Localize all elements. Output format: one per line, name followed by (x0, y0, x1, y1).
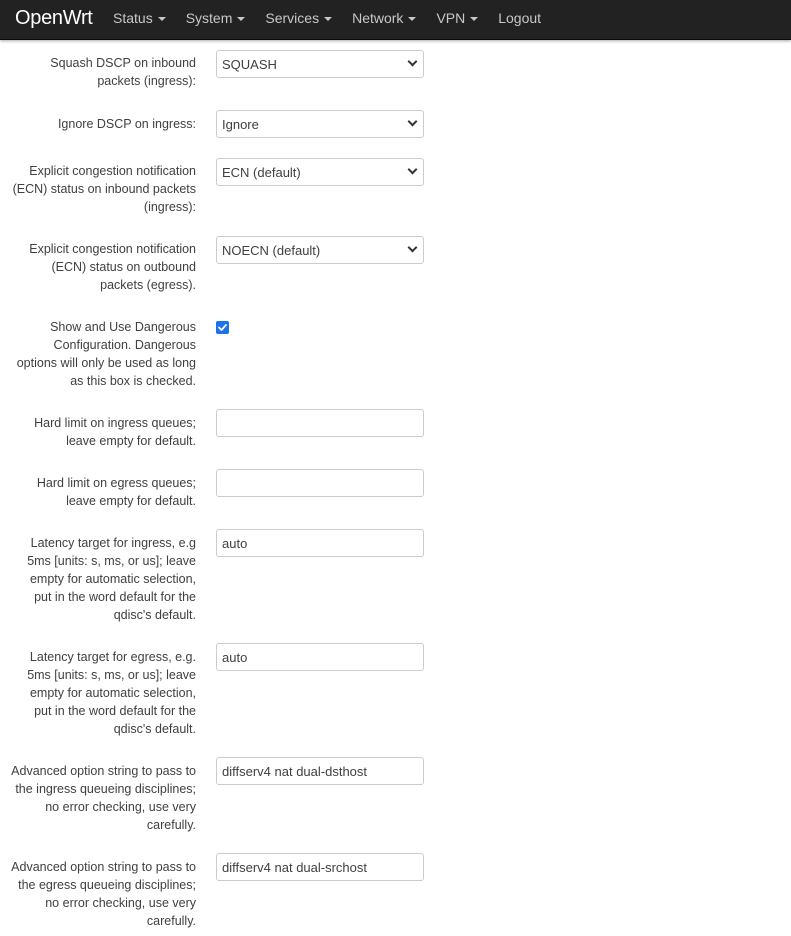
ignore-dscp-select[interactable] (216, 110, 424, 138)
ingress-target-input[interactable] (216, 529, 424, 557)
ecn-ingress-value: ECN (default) (222, 164, 301, 180)
chevron-down-icon (408, 165, 418, 175)
ecn-ingress-select[interactable] (216, 158, 424, 186)
ingress-target-label: Latency target for ingress, e.g 5ms [units: s, ms, or us]; leave empty for automatic selection, put in the word default for the qdisc's default. (27, 536, 196, 622)
caret-down-icon (408, 17, 416, 21)
chevron-down-icon (408, 243, 418, 253)
menu-network[interactable] (352, 0, 416, 37)
egress-target-input[interactable] (216, 643, 424, 671)
menu-status[interactable] (113, 0, 166, 37)
ecn-egress-label: Explicit congestion notification (ECN) status on outbound packets (egress). (29, 242, 196, 292)
egress-limit-label: Hard limit on egress queues; leave empty for default. (36, 476, 196, 508)
ignore-dscp-value: Ignore (222, 116, 259, 132)
dangerous-config-checkbox[interactable] (216, 321, 229, 334)
ingress-limit-label: Hard limit on ingress queues; leave empty for default. (34, 416, 196, 448)
egress-qdisc-opts-input[interactable] (216, 853, 424, 881)
main-menu (113, 0, 561, 37)
squash-dscp-select[interactable] (216, 50, 424, 78)
egress-target-label: Latency target for egress, e.g. 5ms [units: s, ms, or us]; leave empty for automatic selection, put in the word default for the qdisc's default. (27, 650, 196, 736)
menu-vpn[interactable] (436, 0, 478, 37)
menu-status-label: Status (113, 10, 153, 26)
chevron-down-icon (408, 57, 418, 67)
menu-services-label: Services (265, 10, 320, 26)
top-navbar (0, 0, 791, 40)
ingress-qdisc-opts-label: Advanced option string to pass to the ingress queueing disciplines; no error checking, use very carefully. (11, 764, 196, 832)
checkmark-icon (217, 322, 228, 333)
menu-logout[interactable] (498, 0, 541, 37)
chevron-down-icon (408, 117, 418, 127)
caret-down-icon (324, 17, 332, 21)
menu-services[interactable] (265, 0, 332, 37)
menu-logout-label: Logout (498, 10, 542, 26)
brand-logo[interactable]: OpenWrt (15, 7, 93, 29)
egress-qdisc-opts-label: Advanced option string to pass to the egress queueing disciplines; no error checking, use very carefully. (11, 860, 196, 928)
ecn-egress-select[interactable] (216, 236, 424, 264)
ingress-limit-input[interactable] (216, 409, 424, 437)
menu-system[interactable] (186, 0, 246, 37)
squash-dscp-label: Squash DSCP on inbound packets (ingress): (50, 56, 196, 88)
egress-limit-input[interactable] (216, 469, 424, 497)
menu-network-label: Network (352, 10, 404, 26)
menu-vpn-label: VPN (436, 10, 466, 26)
ecn-egress-value: NOECN (default) (222, 242, 321, 258)
caret-down-icon (470, 17, 478, 21)
ecn-ingress-label: Explicit congestion notification (ECN) status on inbound packets (ingress): (12, 164, 196, 214)
caret-down-icon (237, 17, 245, 21)
menu-system-label: System (185, 10, 233, 26)
squash-dscp-value: SQUASH (222, 56, 277, 72)
ingress-qdisc-opts-input[interactable] (216, 757, 424, 785)
dangerous-config-label: Show and Use Dangerous Configuration. Dangerous options will only be used as long as this box is checked. (16, 320, 196, 388)
caret-down-icon (158, 17, 166, 21)
ignore-dscp-label: Ignore DSCP on ingress: (57, 117, 196, 131)
